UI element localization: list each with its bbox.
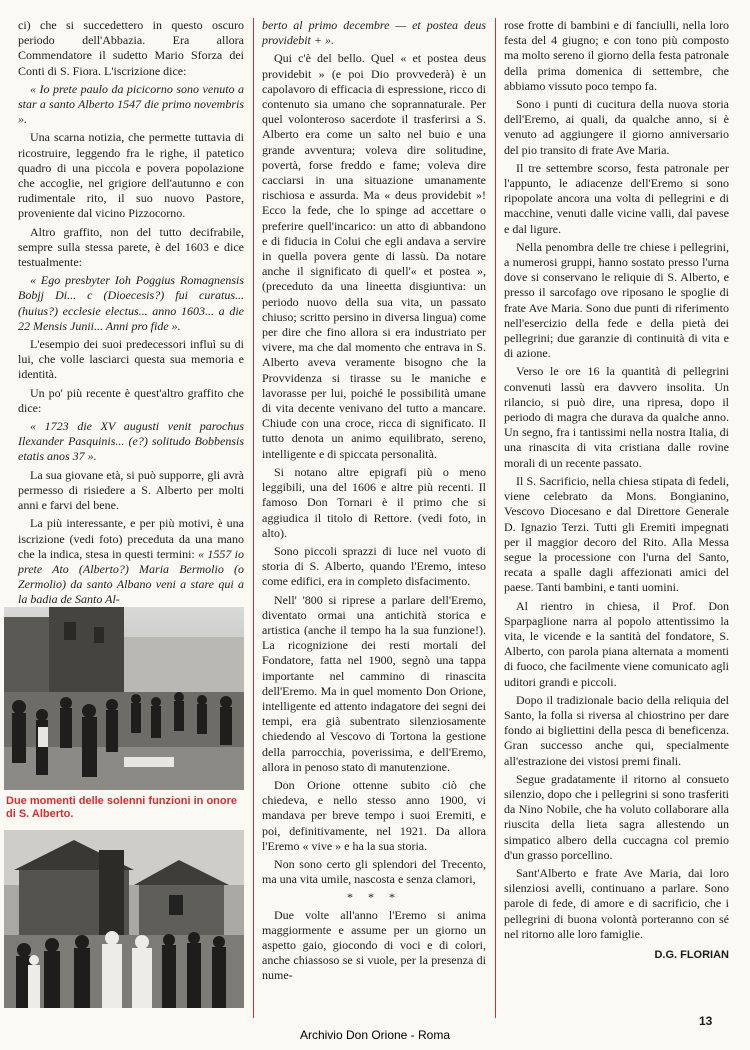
- column-2: [262, 18, 486, 987]
- column-1: [18, 18, 244, 611]
- photo-caption: Due momenti delle solenni funzioni in onore di S. Alberto.: [6, 795, 238, 820]
- photo-church-procession: [4, 830, 244, 1008]
- paragraph: Dopo il tradizionale bacio della reliquia del Santo, la folla si riversa al chiostrino per dare fondo ai bigliettini della pesca di beneficenza. Gran successo anche qui, specialmente all'estrazione dei vistosi premi finali.: [504, 692, 729, 768]
- photo-procession-crowd: [4, 607, 244, 790]
- paragraph: Qui c'è del bello. Quel « et postea deus providebit » (e poi Dio provvederà) è un capolavoro di efficacia di espressione, ricco di contenuto sia umano che soprannaturale. Per quel volonteroso sacerdote il trasferirsi a S. Alberto era come un salto nel buio e una grande avventura; voleva dire solitudine, povertà, forse freddo e fame; voleva dire cacciarsi in una situazione umanamente rischiosa e assurda. Ma « deus providebit »! Ecco la fede, che lo spinge ad accettare o preferire quell'incarico: un atto di abbandono e di fiducia in Colui che egli andava a servire in quella povera gente di lassù. Da notare anche il significato di quell'« et postea », (preceduto da una lineetta disgiuntiva: un periodo nuovo della sua vita, un passato chiuso; scritto persino in diversa lingua) come per dire che fino allora si era industriato per vivere, ma che dal momento che entrava in S. Alberto aveva veramente bisogno che la Provvidenza si tirasse su le maniche e lavorasse per lui, poiché le possibilità umane di vita decente venivano del tutto a mancare. Chiude con una croce, ricca di significato. Il tutto denota un animo equilibrato, sereno, intelligente e di spiccata personalità.: [262, 51, 486, 461]
- paragraph: Don Orione ottenne subito ciò che chiedeva, e nello stesso anno 1900, vi mandava per breve tempo i suoi Eremiti, e poi, definitivamente, nel 1921. Da allora l'Eremo « vive » e ha la sua storia.: [262, 777, 486, 853]
- paragraph: Non sono certo gli splendori del Trecento, ma una vita umile, nascosta e senza clamori,: [262, 856, 486, 887]
- column-rule-left: [253, 18, 254, 1018]
- page-number: 13: [699, 1014, 713, 1028]
- paragraph: Un po' più recente è quest'altro graffito che dice:: [18, 385, 244, 415]
- paragraph: Sant'Alberto e frate Ave Maria, dai loro silenziosi avelli, continuano a parlare. Sono parole di fede, di amore e di sacrificio, che i pellegrini di buona volontà porteranno con sé nel ritorno alle loro famiglie.: [504, 865, 729, 941]
- quote: « Ego presbyter Ioh Poggius Romagnensis Bobjj Di... c (Dioecesis?) fui curatus... (huius?) ecclesie electus... anno 1603... a die 22 Mensis Junii... Anni pro fide ».: [18, 273, 244, 333]
- paragraph: La più interessante, e per più motivi, è una iscrizione (vedi foto) preceduta da una mano che la indica, stesa in questi termini: « 1557 io prete Ato (Alberto?) Maria Bermolio (o Zermolio) da santo Albano veni a stare qui a la badia de Santo Al-: [18, 516, 245, 607]
- quote: « Io prete paulo da picicorno sono venuto a star a santo Alberto 1547 die primo novembris ».: [18, 81, 244, 127]
- paragraph: rose frotte di bambini e di fanciulli, nella loro festa del 4 giugno; e con tono più composto ma molto sereno il giorno della festa patronale della prima domenica di settembre, che abbiamo vissuto poco tempo fa.: [504, 18, 729, 93]
- paragraph: Il tre settembre scorso, festa patronale per l'appunto, le adiacenze dell'Eremo si sono ripopolate ancora una volta di pellegrini e di macchine, venuti dalle vicine valli, dal pavese e dal ligure.: [504, 160, 729, 236]
- paragraph: Una scarna notizia, che permette tuttavia di ricostruire, leggendo fra le righe, il patetico quadro di una piccola e povera popolazione che accoglie, nel grigiore dell'autunno e con rudimentale rito, il suo nuovo Pastore, proveniente dal vicino Pizzocorno.: [18, 130, 244, 221]
- quote: berto al primo decembre — et postea deus providebit + ».: [262, 18, 486, 48]
- paragraph: Il S. Sacrificio, nella chiesa stipata di fedeli, viene celebrato da Mons. Bongianino, Vescovo Diocesano e dal Direttore Generale D. Ignazio Terzi. Tutti gli Eremiti impegnati per il maggior decoro del Rito. Alla Messa segue la processione con l'urna del Santo, recata a spalle dagli affezionati amici del paese. Tanti bambini, e tanti uomini.: [504, 473, 729, 595]
- paragraph: Sono piccoli sprazzi di luce nel vuoto di storia di S. Alberto, quando l'Eremo, inteso come edifici, era in completo disfacimento.: [262, 543, 486, 589]
- column-rule-right: [495, 18, 496, 1018]
- paragraph: Si notano altre epigrafi più o meno leggibili, una del 1606 e altre più recenti. Il famoso Don Tornari è il primo che si aggiudica il titolo di Rettore. (vedi foto, in alto).: [262, 464, 486, 540]
- paragraph: Altro graffito, non del tutto decifrabile, sempre sulla stessa parete, è del 1603 e dice testualmente:: [18, 224, 244, 270]
- author-signature: D.G. FLORIAN: [654, 948, 729, 961]
- paragraph: La sua giovane età, si può supporre, gli avrà permesso di risiedere a S. Alberto per molti anni e farvi del bene.: [18, 467, 244, 513]
- paragraph: Sono i punti di cucitura della nuova storia dell'Eremo, ai quali, da qualche anno, si è venuto ad aggiungere il giorno anniversario del pio transito di frate Ave Maria.: [504, 97, 729, 157]
- paragraph: Nell' '800 si riprese a parlare dell'Eremo, diventato ormai una antichità storica e artistica (anche il tempo ha la sua funzione!). La ricognizione dei resti mortali del Fondatore, fatta nel 1900, segnò una tappa importante nel cammino di rinascita dell'Eremo. Ma in quel momento Don Orione, intelligente ed attento indagatore dei segni dei tempi, era già subentrato silenziosamente chiedendo al Vescovo di Tortona la gestione della parrocchia, poverissima, e dell'Eremo, allora in penoso stato di manutenzione.: [262, 592, 486, 774]
- paragraph: Due volte all'anno l'Eremo si anima maggiormente e assume per un giorno un aspetto gaio, giocondo di voci e di colori, anche chiassoso se si vuole, per la presenza di nume-: [262, 907, 486, 983]
- paragraph: Nella penombra delle tre chiese i pellegrini, a numerosi gruppi, hanno sostato presso l'urna dove si conservano le reliquie di S. Alberto, e presso il sarcofago ove riposano le spoglie di frate Ave Maria. Sono due punti di riferimento nell'esercizio della fede e della pietà dei pellegrini; due garanzie di continuità di vita e di azione.: [504, 239, 729, 361]
- archive-footer: Archivio Don Orione - Roma: [299, 1028, 451, 1042]
- quote: « 1723 die XV augusti venit parochus Ilexander Pasquinis... (e?) solitudo Bobbensis etatis anos 37 ».: [18, 419, 244, 464]
- section-separator: * * *: [347, 890, 401, 905]
- column-3: [504, 18, 729, 963]
- paragraph: Verso le ore 16 la quantità di pellegrini convenuti lassù era davvero insolita. Un rilancio, si può dire, una ripresa, dopo il periodo di magra che durava da qualche anno. Un segno, fra i tantissimi nella nostra Italia, di una rinascita di vita cristiana dalle rovine morali di un recente passato.: [504, 364, 729, 470]
- paragraph: L'esempio dei suoi predecessori influì su di lui, che volle lasciarci questa sua memoria e identità.: [18, 337, 244, 382]
- paragraph: Al rientro in chiesa, il Prof. Don Sparpaglione narra al popolo attentissimo la vita, le vicende e la santità del fondatore, S. Alberto, con parola piana alternata a momenti di fuoco, che facilmente viene comunicato agli uditori grandi e piccoli.: [504, 598, 729, 689]
- paragraph: ci) che si succedettero in questo oscuro periodo dell'Abbazia. Era allora Commendatore il sudetto Mario Sforza dei Conti di S. Fiora. L'iscrizione dice:: [18, 18, 244, 78]
- paragraph: Segue gradatamente il ritorno al consueto silenzio, dopo che i pellegrini si sono trasferiti da Nino Nobile, che ha voluto collaborare alla riuscita della lieta sagra allestendo un simpatico albero della cuccagna col premio d'un grasso porcellino.: [504, 771, 729, 862]
